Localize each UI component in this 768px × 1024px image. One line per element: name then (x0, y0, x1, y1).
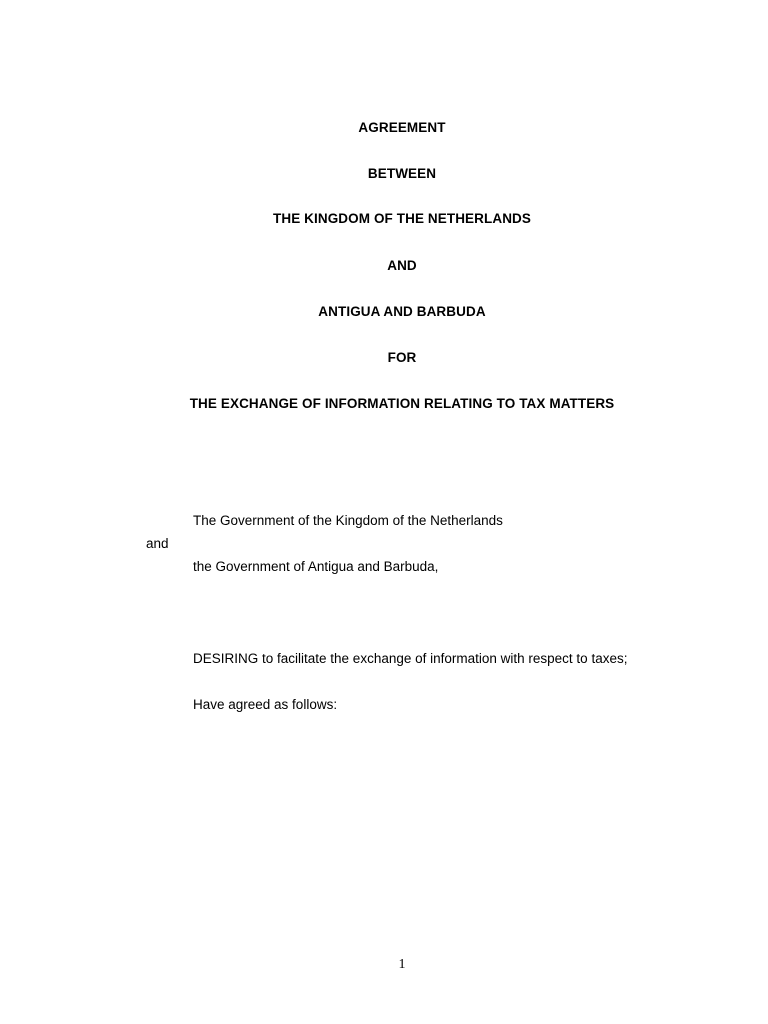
title-for: FOR (387, 350, 417, 365)
title-party-netherlands: THE KINGDOM OF THE NETHERLANDS (273, 211, 531, 226)
page-number: 1 (398, 957, 406, 972)
party-antigua-text: the Government of Antigua and Barbuda, (193, 559, 439, 574)
preamble-desiring-text: DESIRING to facilitate the exchange of information with respect to taxes; (193, 651, 628, 666)
preamble-agreed-text: Have agreed as follows: (193, 697, 338, 712)
title-between: BETWEEN (367, 166, 437, 181)
title-agreement: AGREEMENT (358, 120, 446, 135)
title-and: AND (387, 258, 417, 273)
party-conjunction-text: and (146, 536, 169, 551)
title-party-antigua: ANTIGUA AND BARBUDA (318, 304, 486, 319)
party-netherlands-text: The Government of the Kingdom of the Netherlands (193, 513, 503, 528)
title-subject: THE EXCHANGE OF INFORMATION RELATING TO TAX MATTERS (189, 396, 615, 411)
